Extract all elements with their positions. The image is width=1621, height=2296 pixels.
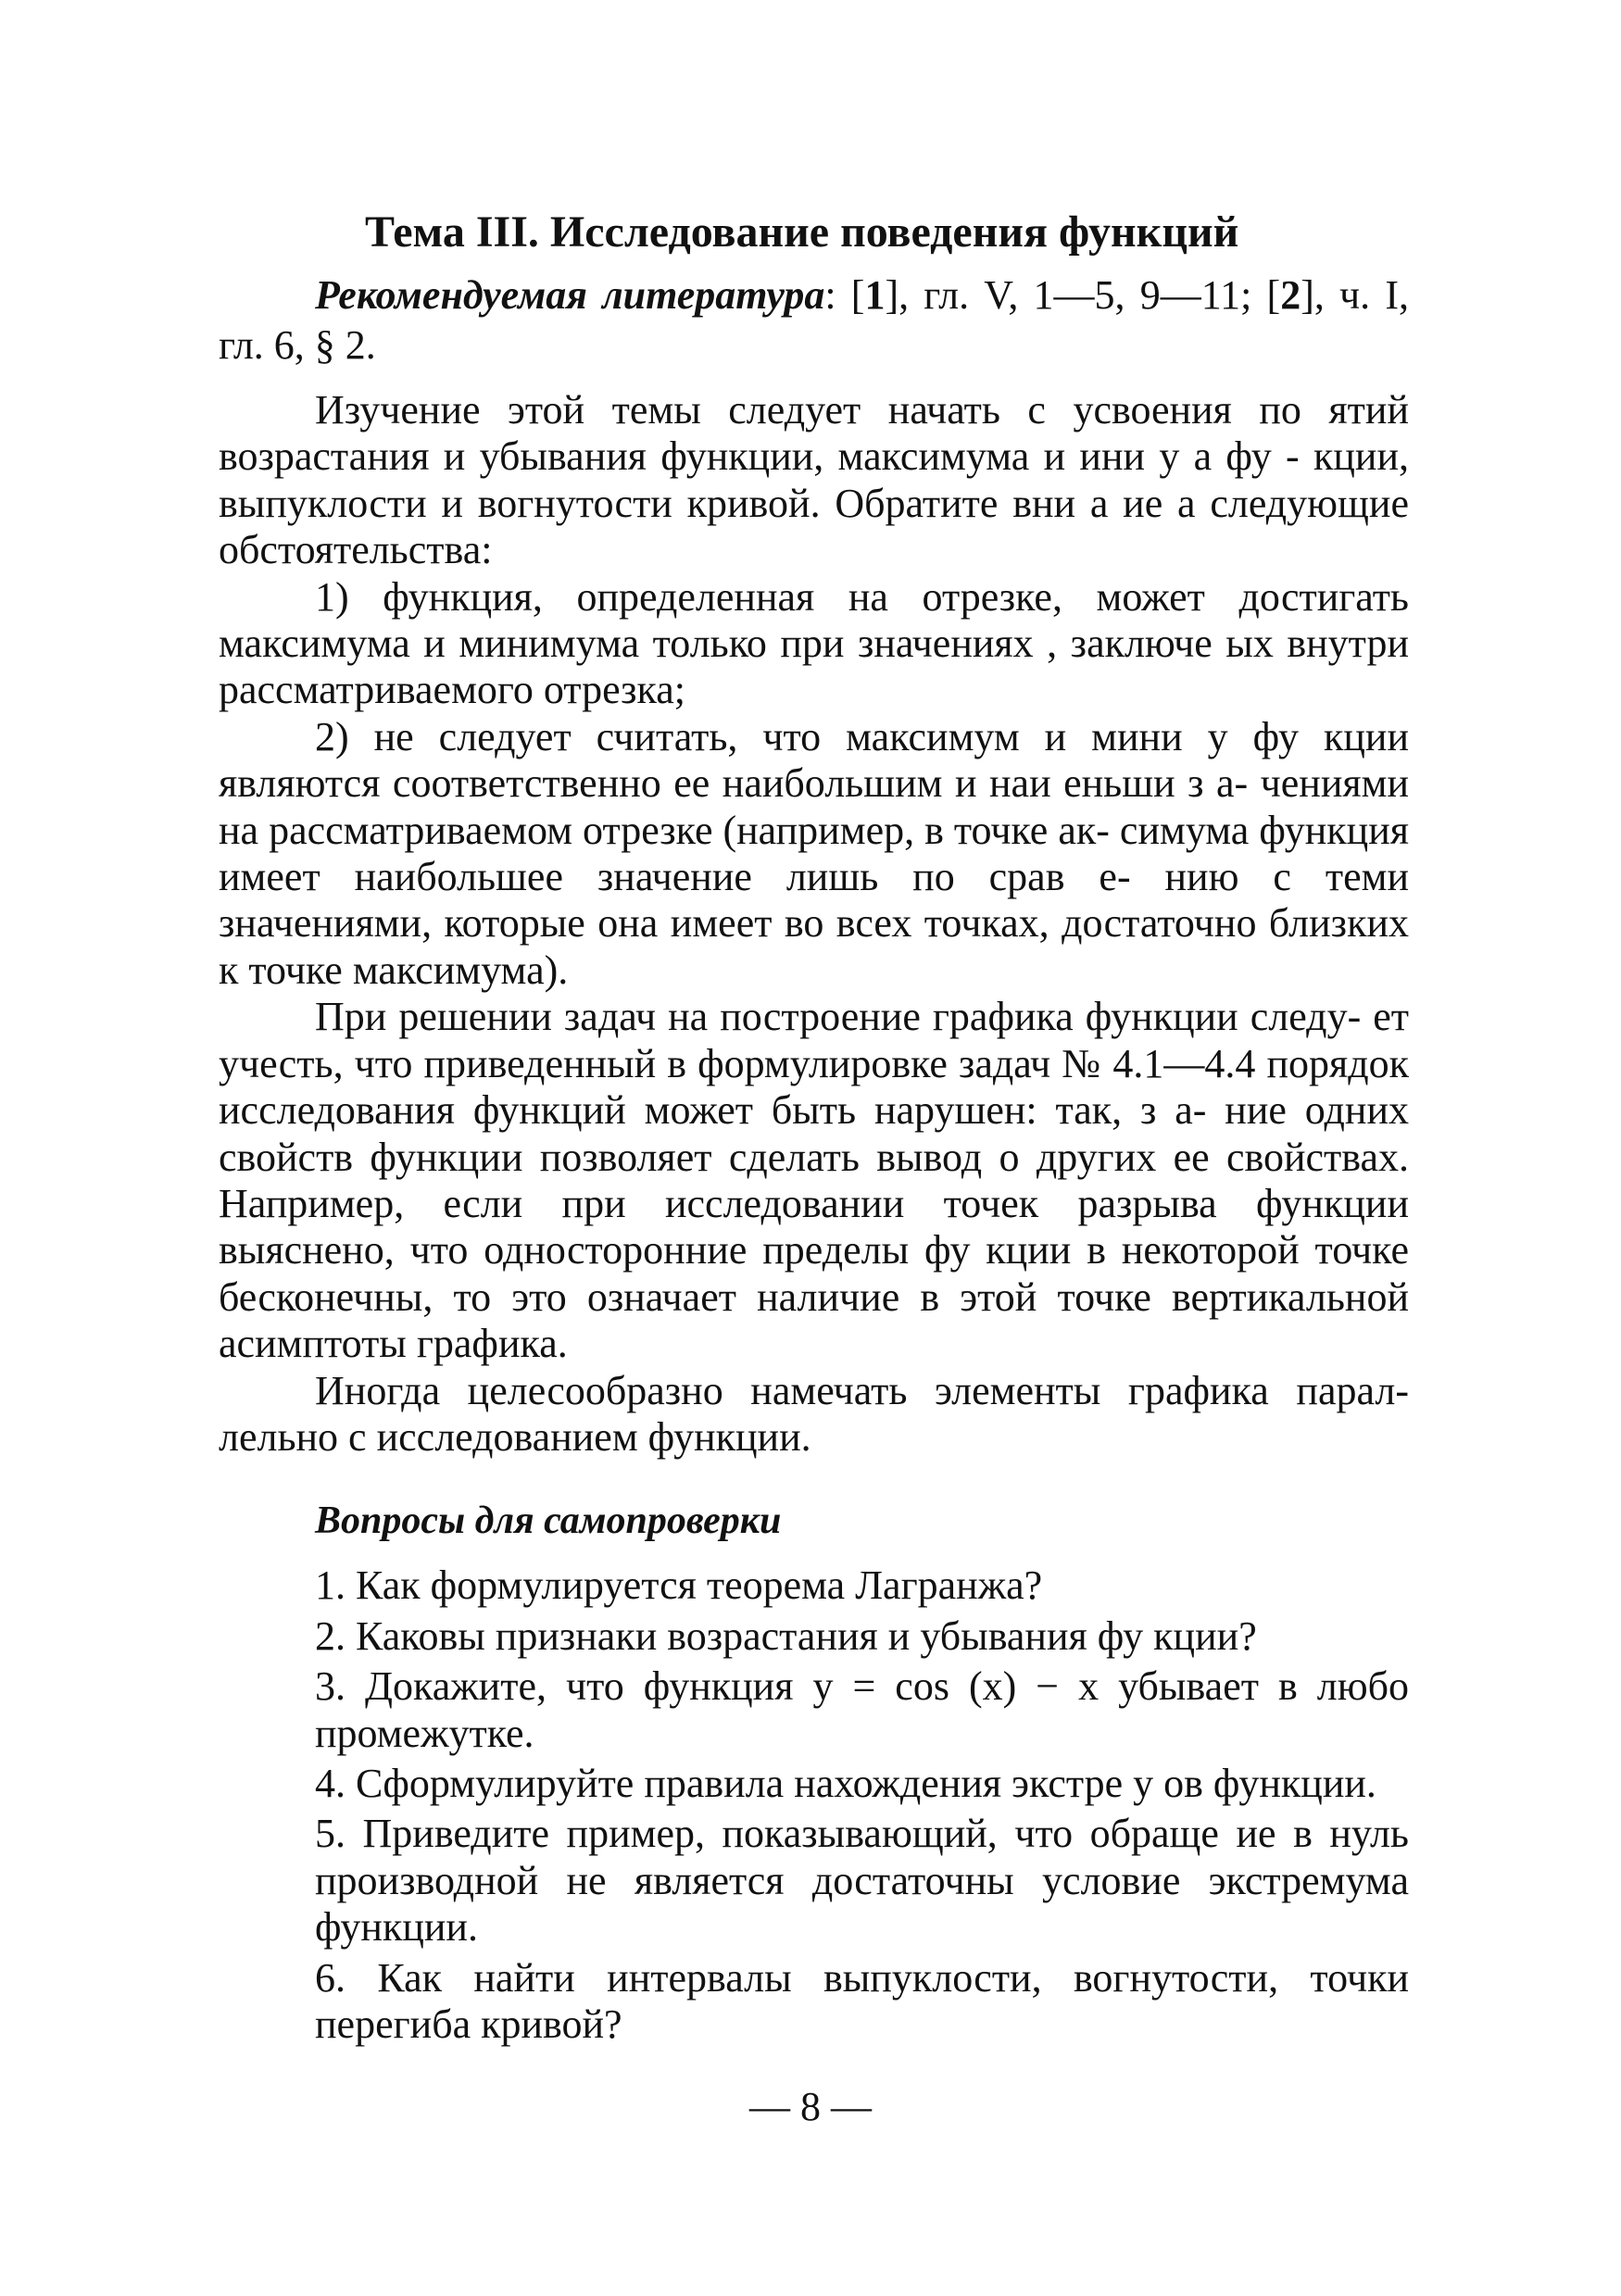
page-content — [219, 204, 1409, 2051]
literature-ref-1: 1 — [864, 272, 886, 318]
literature-ref-2: 2 — [1280, 272, 1301, 318]
literature-sep: : [ — [824, 272, 865, 318]
question-item: 4. Сформулируйте правила нахождения экстре у ов функции. — [315, 1760, 1376, 1806]
literature-mid: ], гл. V, 1—5, 9—11; [ — [885, 272, 1281, 318]
questions-list — [315, 1562, 1409, 2048]
paragraph-intro: Изучение этой темы следует начать с усвоения по ятий возрастания и убывания функции, максимума и ини у а фу - кции, выпуклости и вогнутости кривой. Обратите вни а ие а следующие обстоятельства: — [219, 387, 1409, 573]
question-item: 6. Как найти интервалы выпуклости, вогнутости, точки перегиба кривой? — [315, 1954, 1409, 2047]
literature-tail: ], ч. I, гл. 6, § 2. — [219, 272, 1409, 368]
paragraph-sketching: Иногда целесообразно намечать элементы графика парал- лельно с исследованием функции. — [219, 1367, 1409, 1460]
paragraph-point-1: 1) функция, определенная на отрезке, может достигать максимума и минимума только при значениях , заключе ых внутри рассматриваемого отрезка; — [219, 573, 1409, 713]
paragraph-point-2: 2) не следует считать, что максимум и мини у фу кции являются соответственно ее наибольшим и наи еньши з а- чениями на рассматриваемом отрезке (например, в точке ак- симума функция имеет наибольшее значение лишь по срав е- нию с теми значениями, которые она имеет во всех точках, достаточно близких к точке максимума). — [219, 713, 1409, 993]
question-item: 2. Каковы признаки возрастания и убывания фу кции? — [315, 1612, 1257, 1659]
paragraph-graphing: При решении задач на построение графика функции следу- ет учесть, что приведенный в формулировке задач № 4.1—4.4 порядок исследования функций может быть нарушен: так, з а- ние одних свойств функции позволяет сделать вывод о других ее свойствах. Например, если при исследовании точек разрыва функции выяснено, что односторонние пределы фу кции в некоторой точке бесконечны, то это означает наличие в этой точке вертикальной асимптоты графика. — [219, 994, 1409, 1367]
question-item: 3. Докажите, что функция y = cos (x) − x убывает в любо промежутке. — [315, 1663, 1409, 1756]
question-item: 1. Как формулируется теорема Лагранжа? — [315, 1562, 1043, 1609]
questions-heading: Вопросы для самопроверки — [315, 1499, 782, 1543]
page-title: Тема III. Исследование поведения функций — [365, 207, 1239, 257]
question-item: 5. Приведите пример, показывающий, что обраще ие в нуль производной не является достаточны условие экстремума функции. — [315, 1811, 1409, 1951]
literature-label: Рекомендуемая литература — [315, 272, 825, 318]
recommended-literature — [219, 270, 1409, 370]
page-number: — 8 — — [749, 2084, 872, 2129]
